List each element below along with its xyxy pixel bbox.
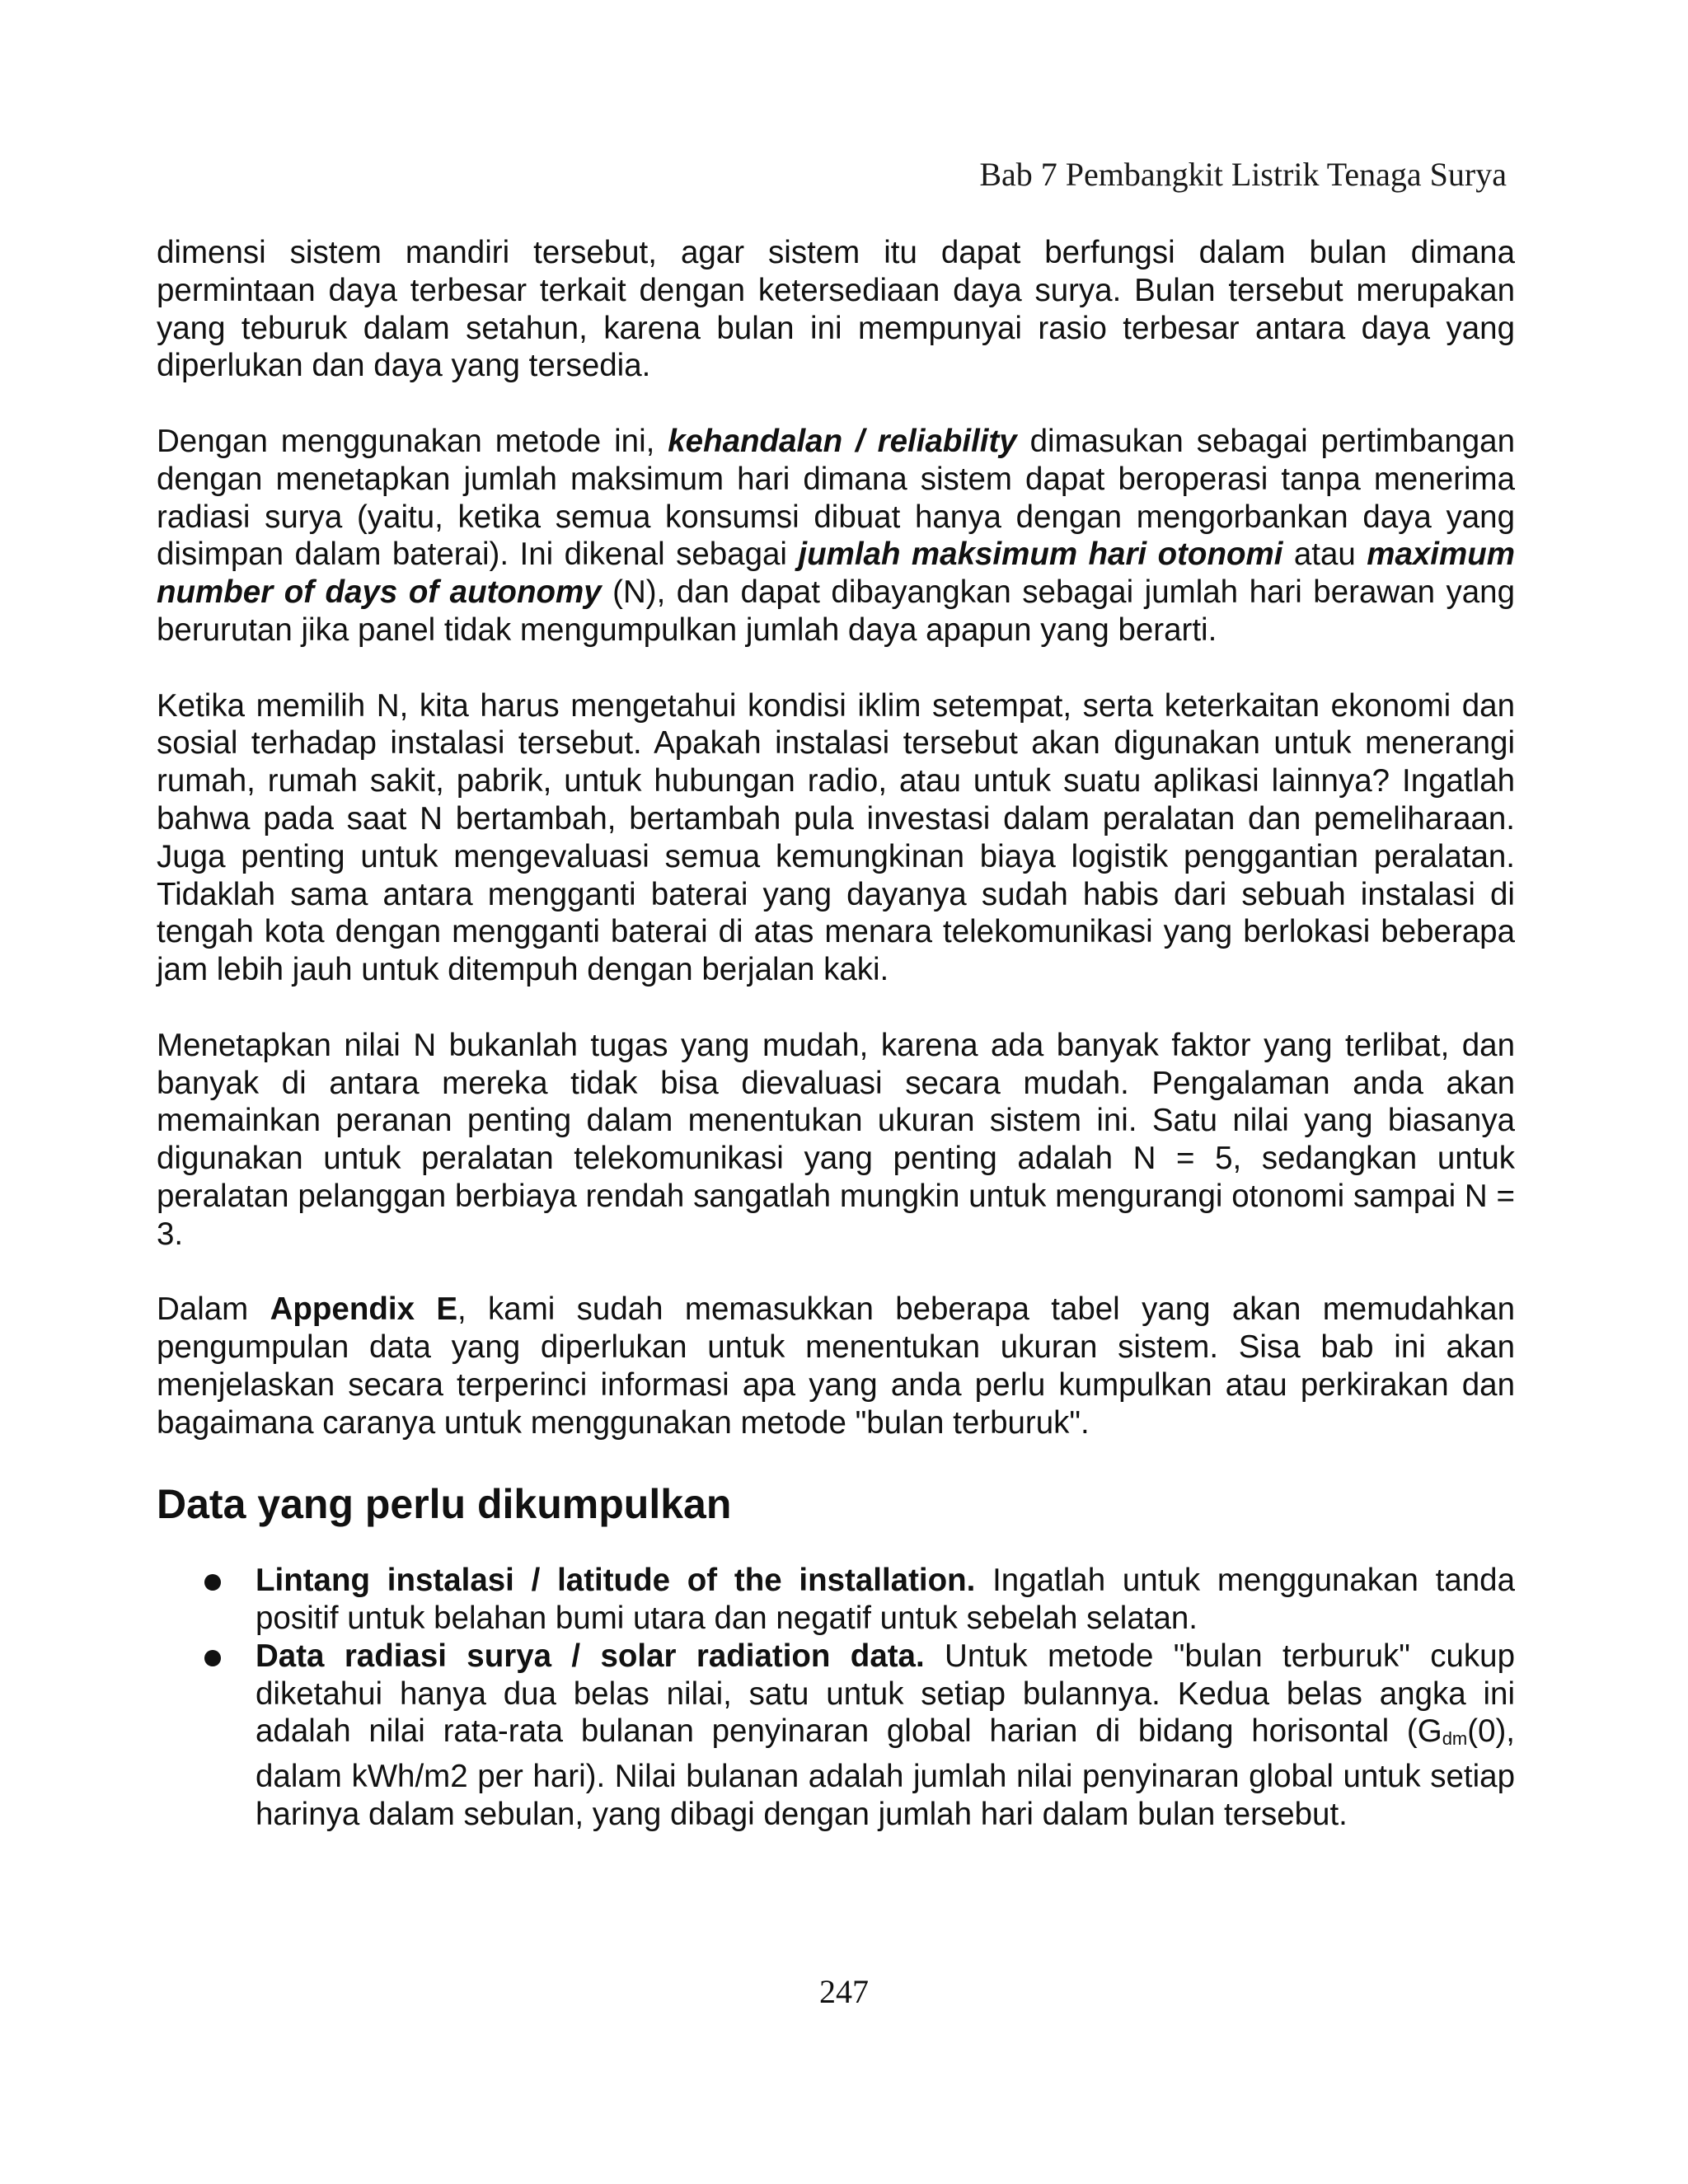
running-header: Bab 7 Pembangkit Listrik Tenaga Surya xyxy=(979,156,1507,193)
term-max-days-autonomy-en: maximum number of days of autonomy xyxy=(157,537,1515,611)
bullet-text-continued: (0), dalam kWh/m2 per hari). Nilai bulanan adalah jumlah nilai penyinaran global untuk setiap harinya dalam sebulan, yang dibagi dengan jumlah hari dalam bulan tersebut. xyxy=(256,1713,1515,1833)
paragraph-2-text-1: Dengan menggunakan metode ini, xyxy=(157,423,668,459)
bullet-list xyxy=(157,1562,1515,1834)
bullet-lead: Data radiasi surya / solar radiation data. xyxy=(256,1638,925,1674)
bullet-icon xyxy=(204,1650,221,1666)
paragraph-4: Menetapkan nilai N bukanlah tugas yang mudah, karena ada banyak faktor yang terlibat, dan banyak di antara mereka tidak bisa dievaluasi secara mudah. Pengalaman anda akan memainkan peranan penting dalam menentukan ukuran sistem ini. Satu nilai yang biasanya digunakan untuk peralatan telekomunikasi yang penting adalah N = 5, sedangkan untuk peralatan pelanggan berbiaya rendah sangatlah mungkin untuk mengurangi otonomi sampai N = 3. xyxy=(157,1027,1515,1252)
paragraph-1: dimensi sistem mandiri tersebut, agar sistem itu dapat berfungsi dalam bulan dimana permintaan daya terbesar terkait dengan ketersediaan daya surya. Bulan tersebut merupakan yang teburuk dalam setahun, karena bulan ini mempunyai rasio terbesar antara daya yang diperlukan dan daya yang tersedia. xyxy=(157,235,1515,384)
appendix-reference: Appendix E xyxy=(270,1291,458,1328)
paragraph-2-text-3: atau xyxy=(1282,537,1367,573)
bullet-icon xyxy=(204,1574,221,1591)
page-body xyxy=(157,234,1515,1834)
bullet-item-solar-radiation xyxy=(157,1638,1515,1834)
paragraph-5-text-2: , kami sudah memasukkan beberapa tabel yang akan memudahkan pengumpulan data yang diperlukan untuk menentukan ukuran sistem. Sisa bab ini akan menjelaskan secara terperinci informasi apa yang anda perlu kumpulkan atau perkirakan dan bagaimana caranya untuk menggunakan metode "bulan terburuk". xyxy=(157,1291,1515,1441)
paragraph-3: Ketika memilih N, kita harus mengetahui kondisi iklim setempat, serta keterkaitan ekonomi dan sosial terhadap instalasi tersebut. Apakah instalasi tersebut akan digunakan untuk menerangi rumah, rumah sakit, pabrik, untuk hubungan radio, atau untuk suatu aplikasi lainnya? Ingatlah bahwa pada saat N bertambah, bertambah pula investasi dalam peralatan dan pemeliharaan. Juga penting untuk mengevaluasi semua kemungkinan biaya logistik penggantian peralatan. Tidaklah sama antara mengganti baterai yang dayanya sudah habis dari sebuah instalasi di tengah kota dengan mengganti baterai di atas menara telekomunikasi yang berlokasi beberapa jam lebih jauh untuk ditempuh dengan berjalan kaki. xyxy=(157,687,1515,988)
paragraph-5-text-1: Dalam xyxy=(157,1291,270,1328)
bullet-lead: Lintang instalasi / latitude of the installation. xyxy=(256,1563,976,1599)
subscript-dm: dm xyxy=(1442,1728,1468,1750)
page-number: 247 xyxy=(819,1973,869,2010)
bullet-text: Ingatlah untuk menggunakan tanda positif untuk belahan bumi utara dan negatif untuk sebelah selatan. xyxy=(256,1563,1515,1637)
paragraph-2-text-4: (N), dan dapat dibayangkan sebagai jumlah hari berawan yang berurutan jika panel tidak mengumpulkan jumlah daya apapun yang berarti. xyxy=(157,574,1515,648)
paragraph-2 xyxy=(157,423,1515,649)
paragraph-2-text-2: dimasukan sebagai pertimbangan dengan menetapkan jumlah maksimum hari dimana sistem dapat beroperasi tanpa menerima radiasi surya (yaitu, ketika semua konsumsi dibuat hanya dengan mengorbankan daya yang disimpan dalam baterai). Ini dikenal sebagai xyxy=(157,423,1515,573)
term-reliability: kehandalan / reliability xyxy=(668,423,1017,459)
bullet-item-latitude xyxy=(157,1562,1515,1638)
section-title: Data yang perlu dikumpulkan xyxy=(157,1481,732,1528)
term-max-days-autonomy-id: jumlah maksimum hari otonomi xyxy=(798,537,1283,573)
paragraph-5 xyxy=(157,1291,1515,1441)
bullet-text: Untuk metode "bulan terburuk" cukup diketahui hanya dua belas nilai, satu untuk setiap bulannya. Kedua belas angka ini adalah nilai rata-rata bulanan penyinaran global harian di bidang horisontal (G xyxy=(256,1638,1516,1750)
